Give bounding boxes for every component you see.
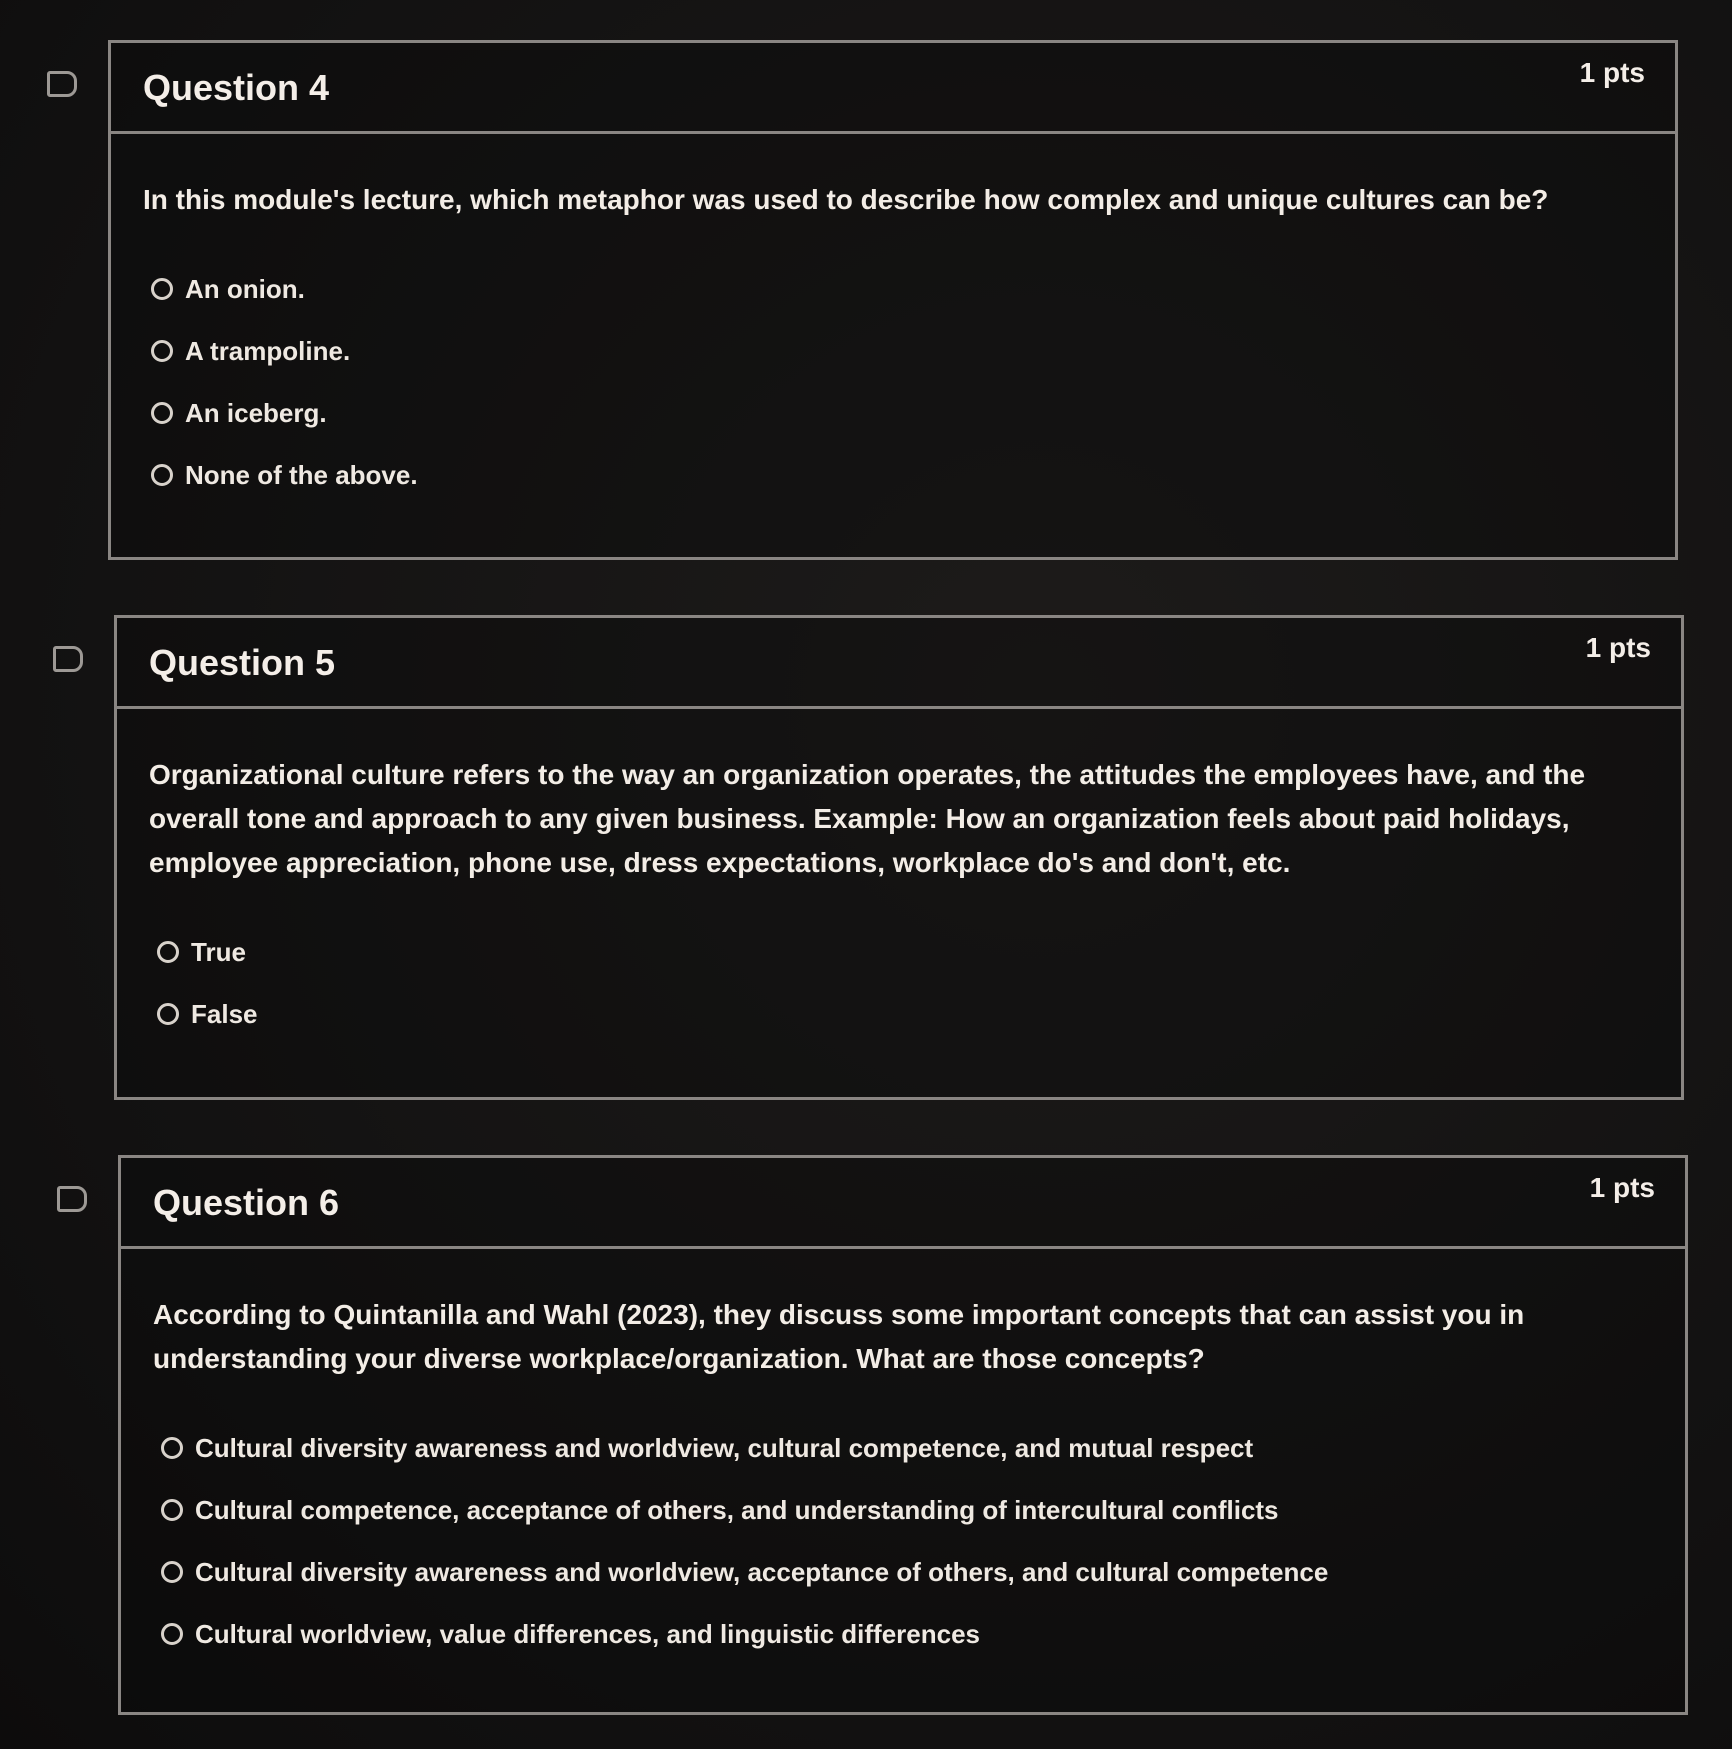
radio-button[interactable] (157, 941, 179, 963)
answer-label: True (191, 936, 246, 967)
question-body (121, 1249, 1685, 1695)
answer-option[interactable] (151, 382, 1643, 444)
answer-label: Cultural diversity awareness and worldview, acceptance of others, and cultural competence (195, 1556, 1329, 1587)
question-points: 1 pts (1589, 1172, 1655, 1203)
answer-label: An onion. (185, 273, 305, 304)
question-header (121, 1158, 1685, 1249)
question-card-4 (108, 40, 1678, 560)
answer-option[interactable] (161, 1603, 1653, 1665)
answer-option[interactable] (161, 1479, 1653, 1541)
question-card-6 (118, 1155, 1688, 1715)
question-card-5 (114, 615, 1684, 1100)
radio-button[interactable] (161, 1623, 183, 1645)
answer-label: Cultural diversity awareness and worldview, cultural competence, and mutual respect (195, 1432, 1254, 1463)
question-title: Question 5 (149, 642, 336, 683)
radio-button[interactable] (161, 1437, 183, 1459)
answer-label: None of the above. (185, 459, 418, 490)
question-text: According to Quintanilla and Wahl (2023), they discuss some important concepts that can assist you in understanding your diverse workplace/organization. What are those concepts? (153, 1299, 1525, 1374)
radio-button[interactable] (151, 278, 173, 300)
answer-label: An iceberg. (185, 397, 327, 428)
flag-icon[interactable] (53, 646, 83, 672)
question-points: 1 pts (1579, 57, 1645, 88)
question-body (117, 709, 1681, 1075)
answer-label: Cultural competence, acceptance of others, and understanding of intercultural conflicts (195, 1494, 1279, 1525)
question-title: Question 6 (153, 1182, 340, 1223)
flag-icon[interactable] (57, 1186, 87, 1212)
answer-option[interactable] (161, 1417, 1653, 1479)
answer-label: Cultural worldview, value differences, and linguistic differences (195, 1618, 981, 1649)
question-header (117, 618, 1681, 709)
radio-button[interactable] (157, 1003, 179, 1025)
answer-label: A trampoline. (185, 335, 351, 366)
answer-option[interactable] (161, 1541, 1653, 1603)
answer-option[interactable] (157, 921, 1649, 983)
answer-option[interactable] (157, 983, 1649, 1045)
question-body (111, 134, 1675, 536)
radio-button[interactable] (151, 464, 173, 486)
answer-label: False (191, 998, 258, 1029)
question-text: Organizational culture refers to the way an organization operates, the attitudes the employees have, and the overall tone and approach to any given business. Example: How an organization feels about paid holidays, employee appreciation, phone use, dress expectations, workplace do's and don't, etc. (149, 759, 1586, 878)
radio-button[interactable] (151, 340, 173, 362)
flag-icon[interactable] (47, 71, 77, 97)
radio-button[interactable] (161, 1561, 183, 1583)
radio-button[interactable] (151, 402, 173, 424)
answer-option[interactable] (151, 444, 1643, 506)
question-title: Question 4 (143, 67, 330, 108)
question-text: In this module's lecture, which metaphor was used to describe how complex and unique cultures can be? (143, 184, 1549, 215)
question-header (111, 43, 1675, 134)
answer-option[interactable] (151, 258, 1643, 320)
question-points: 1 pts (1585, 632, 1651, 663)
answer-option[interactable] (151, 320, 1643, 382)
radio-button[interactable] (161, 1499, 183, 1521)
